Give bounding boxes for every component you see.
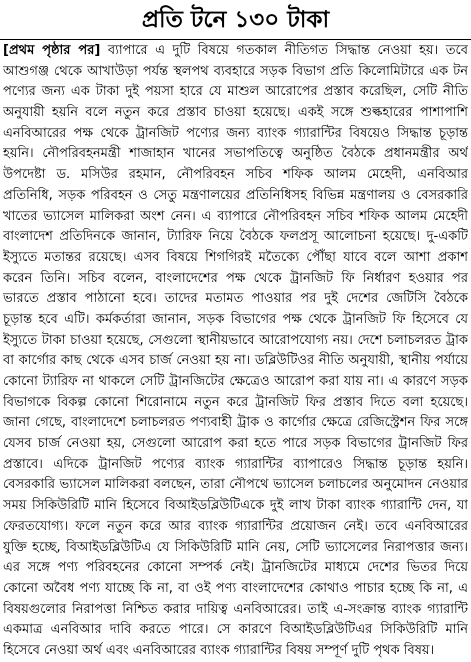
article-line [3,207,468,228]
article-line-text: ইস্যুতে টাকা চাওয়া হয়েছে, সেগুলো স্থানীয়ভাবে আরোপযোগ্য নয়। দেশে চলাচলরত ট্রাক [3,332,468,348]
article-line-text: একমাত্র এনবিআর দাবি করতে পারে। সে কারণে বিআইডব্লিউটিএর সিকিউরিটি মানি [3,622,468,638]
article-line-text: পণ্যের জন্য এক টাকা দুই পয়সা হারে যে মাশুল আরোপের প্রস্তাব করেছিল, সেটি নীতি [3,84,468,100]
article-line-text: অনুযায়ী হয়নি বলে নতুন করে প্রস্তাব চাওয়া হয়েছে। একই সঙ্গে শুল্কহারের পাশাপাশি [3,105,468,121]
article-line [3,538,468,559]
article-line [3,269,468,290]
article-line [3,496,468,517]
headline: প্রতি টনে ১৩০ টাকা [141,7,330,33]
article-line-text: বাংলাদেশ প্রতিদিনকে জানান, ট্যারিফ নিয়ে বৈঠকে ফলপ্রসূ আলোচনা হয়েছে। দু-একটি [3,229,468,245]
article-line-text: উপদেষ্টা ড. মসিউর রহমান, নৌপরিবহন সচিব শফিক আলম মেহেদী, এনবিআর [3,167,468,183]
article-line-text: বা কার্গোর কাছ থেকে এসব চার্জ নেওয়া হয় না। ডব্লিউটিওর নীতি অনুযায়ী, স্থানীয় পর্যায়ে [3,353,468,369]
article-line-text: চূড়ান্ত হবে এটি। কর্মকর্তারা জানান, সড়ক বিভাগের পক্ষ থেকে ট্রানজিট ফি হিসেবে যে [3,311,468,327]
article-line-text: খাতের ভ্যাসেল মালিকরা অংশ নেন। এ ব্যাপারে নৌপরিবহন সচিব শফিক আলম মেহেদী [3,208,468,224]
article-line [3,186,468,207]
article-line-text: এর সঙ্গে পণ্য পরিবহনের কোনো সম্পর্ক নেই। ট্রানজিটের মাধ্যমে দেশের ভিতর দিয়ে [3,560,468,576]
article-line [3,144,468,165]
article-line [3,289,468,310]
article-line-text: যেসব চার্জ নেওয়া হয়, সেগুলো আরোপ করা হতে পারে সড়ক বিভাগের ট্রানজিট ফির [3,436,468,452]
article-line [3,103,468,124]
article-line [3,434,468,455]
article-line-text: ব্যাপারে এ দুটি বিষয়ে গতকাল নীতিগত সিদ্ধান্ত নেওয়া হয়। তবে [107,43,468,58]
article-line-text: যুক্তি হচ্ছে, বিআইডব্লিউটিএ যে সিকিউরিটি মানি নেয়, সেটি ভ্যাসেলের নিরাপত্তার জন্য। [3,539,468,555]
article-line [3,248,468,269]
article-line [3,413,468,434]
article-line-text: সময় সিকিউরিটি মানি হিসেবে বিআইডব্লিউটিএকে দুই লাখ টাকা ব্যাংক গ্যারান্টি দেন, যা [3,498,468,514]
article-line [3,455,468,476]
article-body [3,41,468,662]
article-line-text: কোনো অবৈধ পণ্য যাচ্ছে কি না, বা ওই পণ্য বাংলাদেশের কোথাও পাচার হচ্ছে কি না, এ [3,580,468,596]
headline-divider [0,39,471,40]
continued-from-label: [প্রথম পৃষ্ঠার পর] [3,43,101,58]
article-line [3,351,468,372]
article-line [3,310,468,331]
article-line-text: কোনো ট্যারিফ না থাকলে সেটি ট্রানজিটের ক্ষেত্রেও আরোপ করা যায় না। এ কারণে সড়ক [3,374,468,389]
article-line-text: আশুগঞ্জ থেকে আখাউড়া পর্যন্ত স্থলপথ ব্যবহারে সড়ক বিভাগ প্রতি কিলোমিটারে এক টন [3,63,468,79]
article-line [3,62,468,83]
article-line [3,331,468,352]
article-line [3,82,468,103]
article-line-text: করেন তিনি। সচিব বলেন, বাংলাদেশের পক্ষ থেকে ট্রানজিট ফি নির্ধারণ হওয়ার পর [3,270,468,286]
article-line-text: ফেরতযোগ্য। ফলে নতুন করে আর ব্যাংক গ্যারান্টির প্রয়োজন নেই। তবে এনবিআরের [3,518,468,534]
article-line [3,600,468,621]
article-line [3,475,468,496]
article-line-text: প্রস্তাবে। এদিকে ট্রানজিট পণ্যের ব্যাংক গ্যারান্টির ব্যাপারেও সিদ্ধান্ত চূড়ান্ত হয়নি। [3,456,468,472]
article-line [3,558,468,579]
article-line [3,41,468,62]
article-line [3,165,468,186]
article-line [3,124,468,145]
article-line [3,579,468,600]
article-line [3,372,468,393]
article-line [3,641,468,662]
article-line [3,227,468,248]
article-line-text: প্রতিনিধি, সড়ক পরিবহন ও সেতু মন্ত্রণালয়ের প্রতিনিধিসহ বিভিন্ন মন্ত্রণালয় ও বেসরকারি [3,187,468,203]
article-line-text: ইস্যুতে মতান্তর রয়েছে। এসব বিষয়ে শিগগিরই মতৈক্যে পৌঁছা যাবে বলে আশা প্রকাশ [3,249,468,265]
article-line [3,517,468,538]
article-line [3,393,468,414]
article-line-text: এনবিআরের পক্ষ থেকে ট্রানজিট পণ্যের জন্য ব্যাংক গ্যারান্টির বিষয়েও সিদ্ধান্ত চূড়ান্ত [3,125,468,141]
article-line-text: হিসেবে নেওয়া অর্থ এবং এনবিআরের ব্যাংক গ্যারান্টির বিষয় সম্পূর্ণ দুটি পৃথক বিষয়। [3,642,435,658]
article-line-text: ভারতে প্রস্তাব পাঠানো হবে। তাদের মতামত পাওয়ার পর দুই দেশের জেটিসি বৈঠকে [3,291,468,307]
article-line-text: বেসরকারি ভ্যাসেল মালিকরা বলছেন, তারা নৌপথে ভ্যাসেল চলাচলের অনুমোদন নেওয়ার [3,477,468,493]
article-line-text: বিষয়গুলোর নিরাপত্তা নিশ্চিত করার দায়িত্ব এনবিআরের। তাই এ-সংক্রান্ত ব্যাংক গ্যারান্টি [3,601,468,617]
article-line [3,620,468,641]
article-line-text: জানা গেছে, বাংলাদেশে চলাচলরত পণ্যবাহী ট্রাক ও কার্গোর ক্ষেত্রে রেজিস্ট্রেশন ফির সঙ্গে [3,415,468,431]
article-line-text: হয়নি। নৌপরিবহনমন্ত্রী শাজাহান খানের সভাপতিত্বে অনুষ্ঠিত বৈঠকে প্রধানমন্ত্রীর অর্থ [3,146,468,162]
article-line-text: বিভাগকে বিকল্প কোনো শিরোনামে নতুন করে ট্রানজিট ফির প্রস্তাব দিতে বলা হয়েছে। [3,394,468,410]
